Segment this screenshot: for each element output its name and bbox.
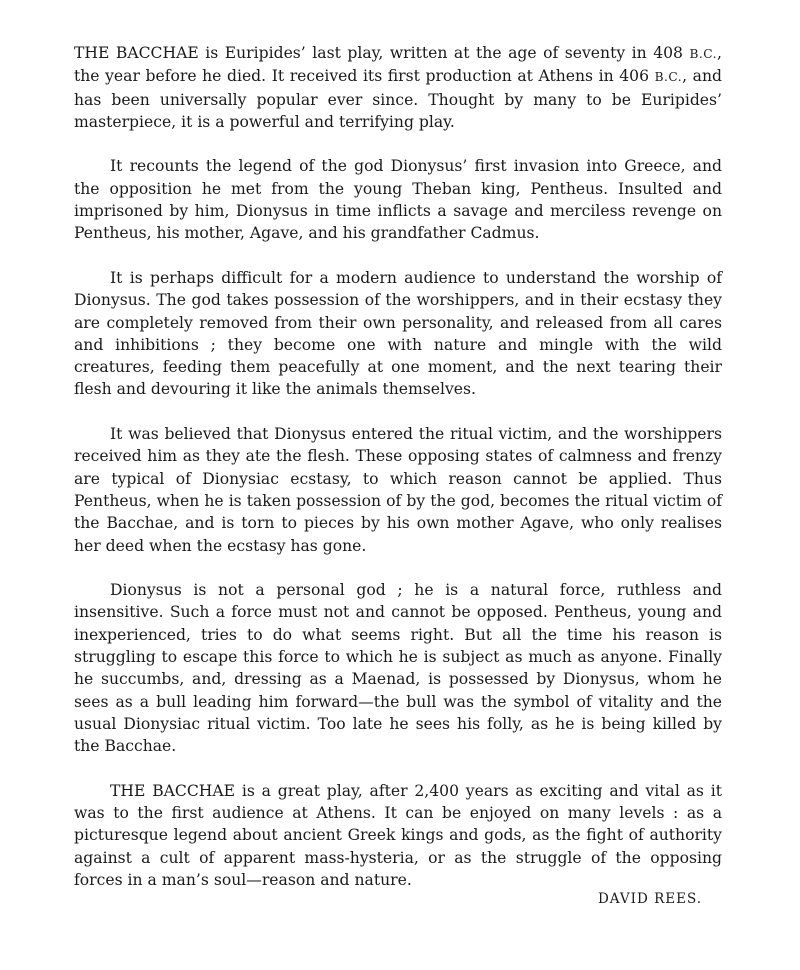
author-signature: DAVID REES. [597, 891, 702, 908]
paragraph-2: It recounts the legend of the god Dionysus’ first invasion into Greece, and the opposition he met from the young Theban king, Pentheus. Insulted and imprisoned by him, Dionysus in time inflicts a savage and merciless revenge on Pentheus, his mother, Agave, and his grandfather Cadmus. [74, 157, 722, 243]
play-title: THE BACCHAE [74, 44, 199, 62]
paragraph-5: Dionysus is not a personal god ; he is a natural force, ruthless and insensitive. Such a force must not and cannot be opposed. Pentheus, young and inexperienced, tries to do what seems right. But all the time his reason is struggling to escape this force to which he is subject as much as anyone. Finally he succumbs, and, dressing as a Maenad, is possessed by Dionysus, whom he sees as a bull leading him forward—the bull was the symbol of vitality and the usual Dionysiac ritual victim. Too late he sees his folly, as he is being killed by the Bacchae. [74, 581, 722, 756]
paragraph-6: THE BACCHAE is a great play, after 2,400 years as exciting and vital as it was to the first audience at Athens. It can be enjoyed on many levels : as a picturesque legend about ancient Greek kings and gods, as the fight of authority against a cult of apparent mass-hysteria, or as the struggle of the opposing forces in a man’s soul—reason and nature. [74, 781, 722, 889]
paragraph-1-text-a: is Euripides’ last play, written at the age of seventy in 408 [198, 44, 690, 62]
paragraph-4: It was believed that Dionysus entered the ritual victim, and the worshippers received him as they ate the flesh. These opposing states of calmness and frenzy are typical of Dionysiac ecstasy, to which reason cannot be applied. Thus Pentheus, when he is taken possession of by the god, becomes the ritual victim of the Bacchae, and is torn to pieces by his own mother Agave, who only realises her deed when the ecstasy has gone. [74, 425, 722, 555]
era-abbreviation: B.C. [689, 47, 718, 61]
paragraph-1-text-c: , and has been universally popular ever since. Thought by many to be Euripides’ masterpiece, it is a powerful and terrifying play. [74, 67, 722, 131]
essay-page [74, 42, 722, 911]
paragraph-3: It is perhaps difficult for a modern audience to understand the worship of Dionysus. The god takes possession of the worshippers, and in their ecstasy they are completely removed from their own personality, and released from all cares and inhibitions ; they become one with nature and mingle with the wild creatures, feeding them peacefully at one moment, and the next tearing their flesh and devouring it like the animals themselves. [74, 268, 722, 399]
era-abbreviation: B.C. [654, 70, 683, 85]
paragraph-1-text-b: , the year before he died. It received its first production at Athens in 406 [74, 44, 722, 86]
paragraph-1 [74, 42, 722, 133]
